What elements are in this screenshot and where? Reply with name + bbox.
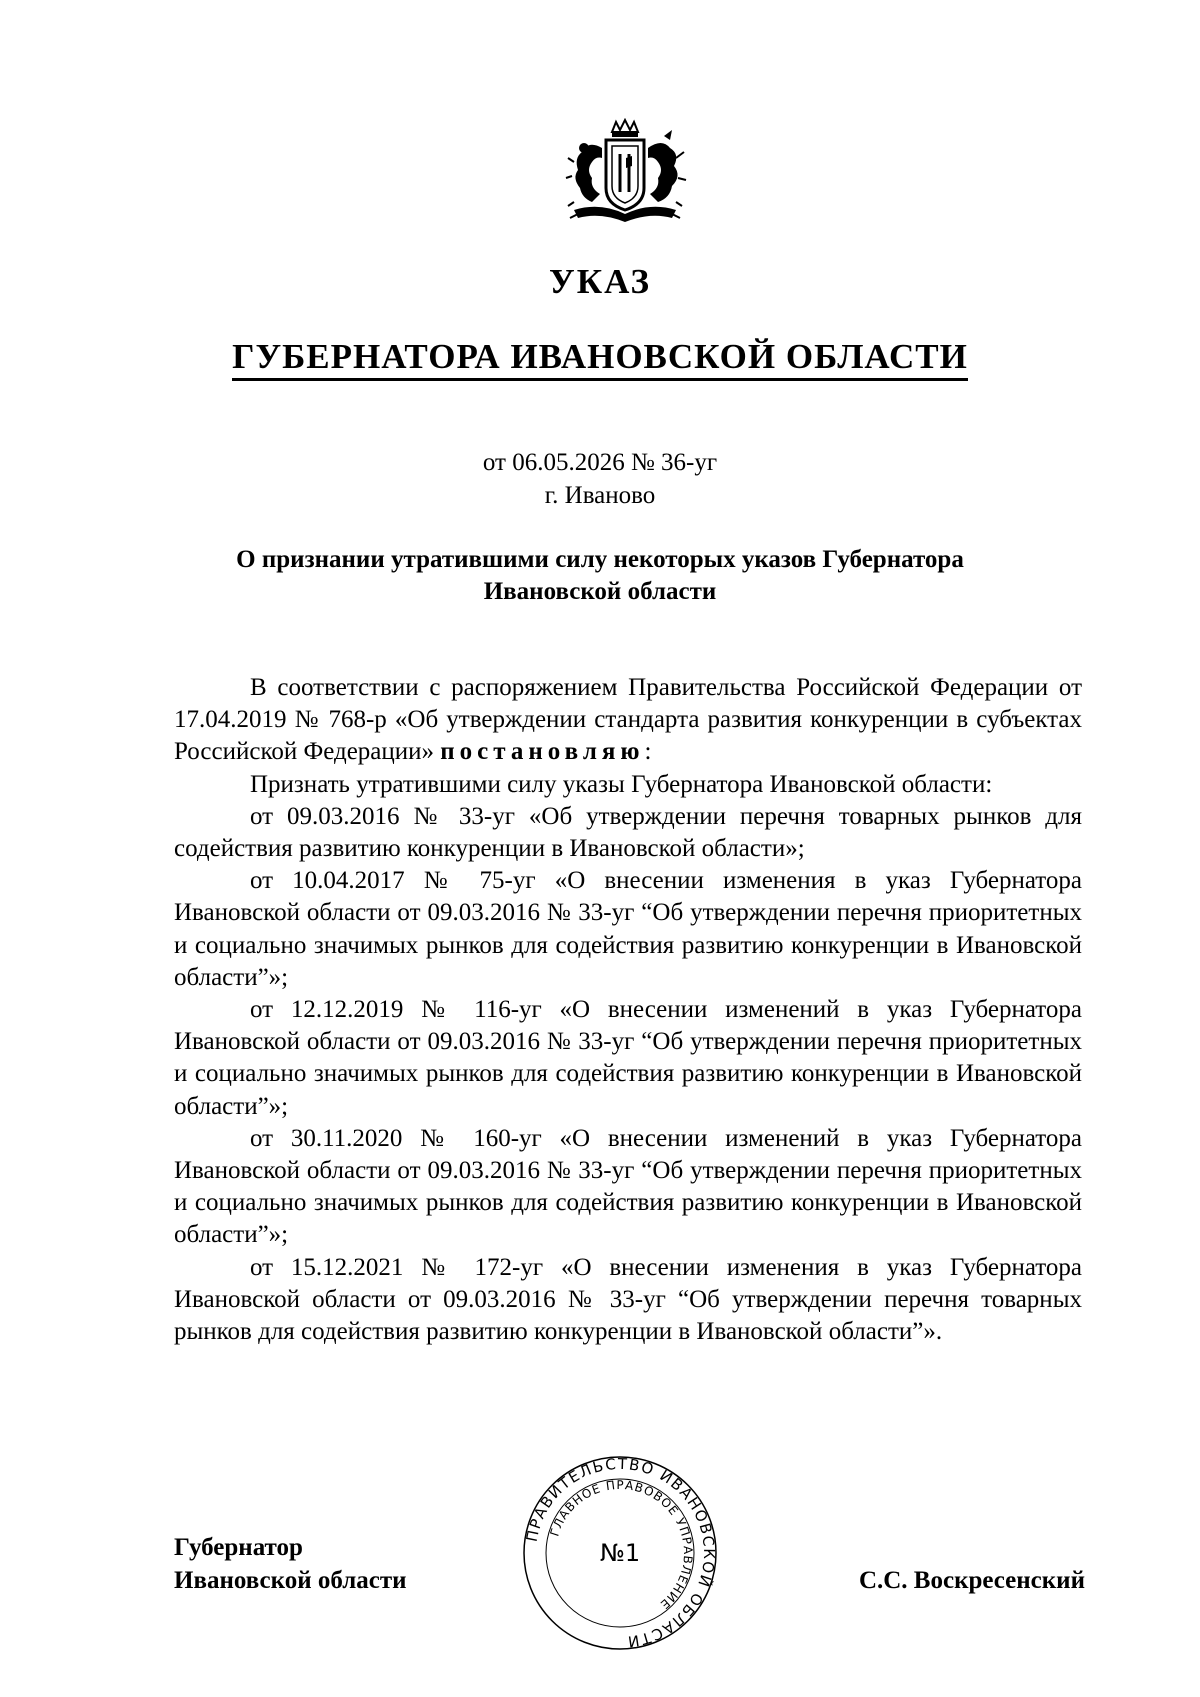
document-type-title: УКАЗ: [549, 262, 651, 301]
stamp-outer-text: ПРАВИТЕЛЬСТВО ИВАНОВСКОЙ ОБЛАСТИ: [522, 1454, 719, 1651]
resolve-suffix: :: [644, 738, 652, 766]
official-stamp: [520, 1453, 720, 1653]
subject-line-1: О признании утратившими силу некоторых указов Губернатора: [236, 546, 964, 573]
decree-item: от 12.12.2019 № 116-уг «О внесении изменений в указ Губернатора Ивановской области от 09.03.2016 № 33-уг “Об утверждении перечня приоритетных и социально значимых рынков для содействия развитию конкуренции в Ивановской области”»;: [174, 996, 1082, 1120]
position-line-1: Губернатор: [174, 1534, 303, 1561]
decree-item: от 10.04.2017 № 75-уг «О внесении изменения в указ Губернатора Ивановской области от 09.03.2016 № 33-уг “Об утверждении перечня приоритетных и социально значимых рынков для содействия развитию конкуренции в Ивановской области”»;: [174, 867, 1082, 991]
issuer-title: [0, 336, 1200, 378]
stamp-inner-text: ГЛАВНОЕ ПРАВОВОЕ УПРАВЛЕНИЕ: [547, 1477, 696, 1613]
date-number-line: от 06.05.2026 № 36-уг: [482, 449, 718, 476]
preamble-paragraph: [174, 672, 1082, 769]
position-line-2: Ивановской области: [174, 1567, 407, 1594]
signatory-name: С.С. Воскресенский: [858, 1567, 1085, 1594]
place-line: г. Иваново: [544, 482, 656, 509]
decree-item: от 15.12.2021 № 172-уг «О внесении изменения в указ Губернатора Ивановской области от 09.03.2016 № 33-уг “Об утверждении перечня товарных рынков для содействия развитию конкуренции в Ивановской области”».: [174, 1253, 1082, 1346]
decree-item: от 09.03.2016 № 33-уг «Об утверждении перечня товарных рынков для содействия развитию конкуренции в Ивановской области»;: [174, 802, 1082, 863]
signatory-position: [174, 1531, 407, 1597]
subject-line-2: Ивановской области: [483, 578, 717, 605]
stamp-number: №1: [599, 1539, 641, 1567]
decree-subject: [190, 544, 1010, 608]
preamble-text: В соответствии с распоряжением Правительства Российской Федерации от 17.04.2019 № 768-р «Об утверждении стандарта развития конкуренции в субъектах Российской Федерации»: [174, 674, 1082, 766]
issuer-title-text: ГУБЕРНАТОРА ИВАНОВСКОЙ ОБЛАСТИ: [232, 337, 968, 381]
decree-body: [174, 672, 1082, 1348]
recognize-paragraph: Признать утратившими силу указы Губернатора Ивановской области:: [250, 770, 993, 798]
resolve-word: постановляю: [440, 738, 645, 766]
coat-of-arms-icon: [560, 118, 690, 226]
decree-item: от 30.11.2020 № 160-уг «О внесении изменений в указ Губернатора Ивановской области от 09.03.2016 № 33-уг “Об утверждении перечня приоритетных и социально значимых рынков для содействия развитию конкуренции в Ивановской области”»;: [174, 1124, 1082, 1249]
